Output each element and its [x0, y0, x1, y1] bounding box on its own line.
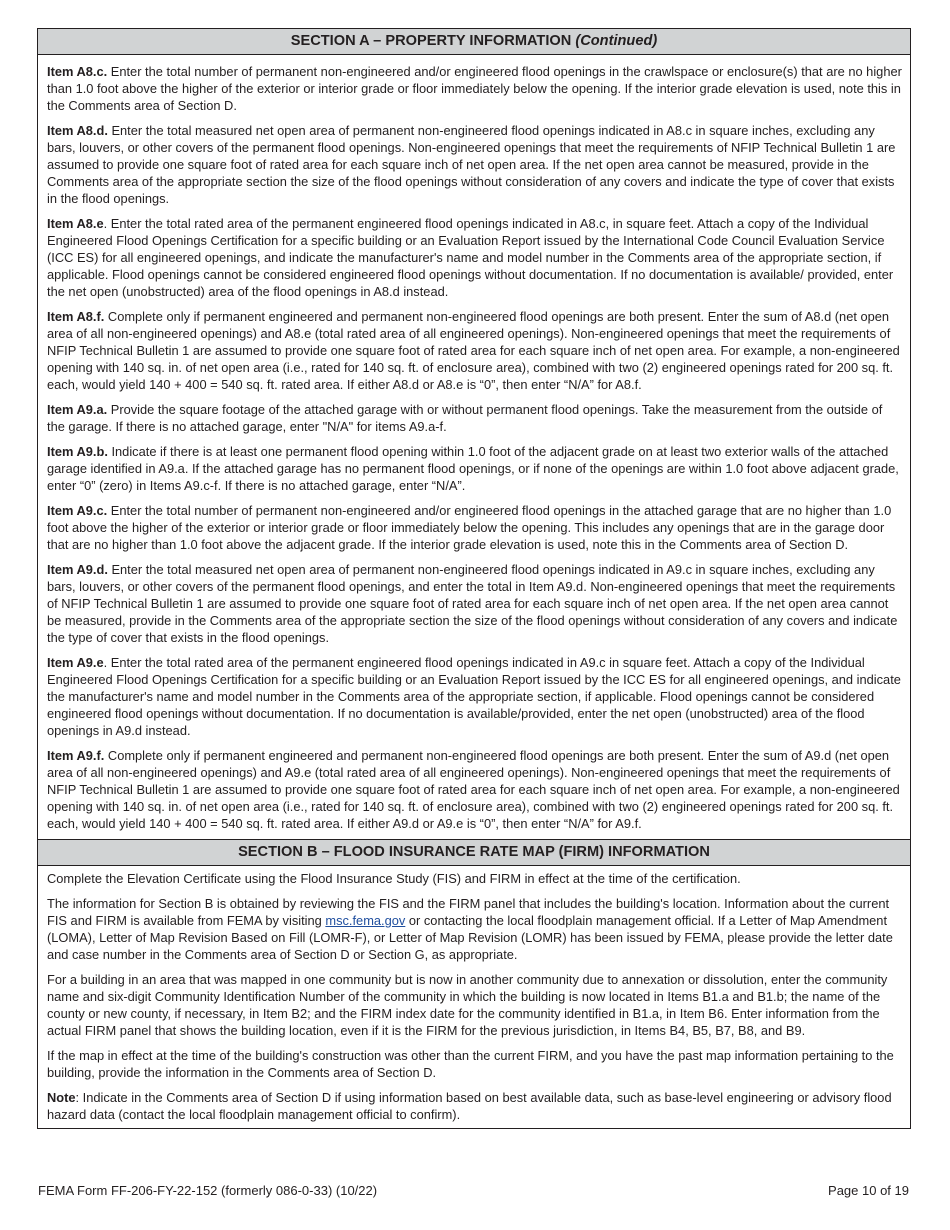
item-a8f — [47, 309, 902, 394]
item-label: Item A9.d. — [47, 562, 108, 578]
item-a9d — [47, 562, 902, 647]
form-frame — [37, 28, 911, 1129]
section-b-body — [38, 866, 910, 1128]
note-text: : Indicate in the Comments area of Section D if using information based on best available data, such as base-level engineering or advisory flood hazard data (contact the local floodplain management official to confirm). — [47, 1090, 892, 1123]
section-b-paragraph — [47, 896, 902, 964]
item-text: Enter the total number of permanent non-engineered and/or engineered flood openings in the crawlspace or enclosure(s) that are no higher than 1.0 foot above the higher of the exterior or interior grade or floor immediately below the opening. If the interior grade elevation is used, note this in the Comments area of Section D. — [47, 64, 902, 113]
item-a9c — [47, 503, 902, 554]
item-label: Item A8.d. — [47, 123, 108, 139]
item-text: Complete only if permanent engineered and permanent non-engineered flood openings are both present. Enter the sum of A8.d (net open area of all non-engineered openings) and A8.e (total rated area of all engineered openings). Non-engineered openings that meet the requirements of NFIP Technical Bulletin 1 are assumed to provide one square foot of rated area for each square inch of net open area. For example, a non-engineered opening with 140 sq. in. of net open area (i.e., rated for 140 sq. ft. of enclosure area), combined with two (2) engineered openings rated for 200 sq. ft. each, would yield 140 + 400 = 540 sq. ft. rated area. If either A8.d or A8.e is “0”, then enter “N/A” for A8.f. — [47, 308, 900, 392]
item-label: Item A8.f. — [47, 308, 105, 324]
item-a9a — [47, 402, 902, 436]
item-text: Enter the total measured net open area of permanent non-engineered flood openings indicated in A9.c in square inches, excluding any bars, louvers, or other covers of the permanent flood openings, and enter the total in Item A9.d. Non-engineered openings that meet the requirements of NFIP Technical Bulletin 1 are assumed to provide one square foot of rated area for each square inch of net open area. If the net open area cannot be measured, provide in the Comments area of the appropriate section the size of the flood openings without consideration of any covers and indicate the type of cover that exists in the flood openings. — [47, 562, 898, 645]
item-a8d — [47, 123, 902, 208]
section-a-header — [38, 29, 910, 55]
item-label: Item A8.c. — [47, 64, 108, 79]
item-a8c — [47, 64, 902, 115]
section-b-paragraph: Complete the Elevation Certificate using the Flood Insurance Study (FIS) and FIRM in effect at the time of the certification. — [47, 870, 741, 886]
section-b-paragraph: For a building in an area that was mapped in one community but is now in another community due to annexation or dissolution, enter the community name and six-digit Community Identification Number of the community in which the building is now located in Items B1.a and B1.b; the name of the county or new county, if necessary, in Item B2; and the FIRM index date for the community identified in B1.a, in Item B6. Enter information from the actual FIRM panel that shows the building location, even if it is the FIRM for the previous jurisdiction, in Items B4, B5, B7, B8, and B9. — [47, 971, 888, 1038]
item-text: Indicate if there is at least one permanent flood opening within 1.0 foot of the adjacent grade on at least two exterior walls of the attached garage identified in A9.a. If the attached garage has no permanent flood openings, or if none of the openings are within 1.0 foot above adjacent grade, enter “0” (zero) in Items A9.c-f. If there is no attached garage, enter “N/A”. — [47, 444, 899, 493]
section-b-note — [47, 1090, 902, 1124]
form-id: FEMA Form FF-206-FY-22-152 (formerly 086-0-33) (10/22) — [38, 1183, 378, 1198]
item-text: Provide the square footage of the attached garage with or without permanent flood openings. Take the measurement from the outside of the garage. If there is no attached garage, enter "N/A" for items A9.a-f. — [47, 401, 883, 434]
item-a9b — [47, 444, 902, 495]
item-text: Enter the total number of permanent non-engineered and/or engineered flood openings in the attached garage that are no higher than 1.0 foot above the higher of the exterior or interior grade or floor immediately below the opening. This includes any openings that are in the garage door that are no higher than 1.0 foot above the adjacent grade. If the interior grade elevation is used, note this in the Comments area of Section D. — [47, 503, 892, 552]
section-b-title: SECTION B – FLOOD INSURANCE RATE MAP (FIRM) INFORMATION — [238, 843, 710, 860]
section-b-header — [38, 839, 910, 866]
item-label: Item A9.f. — [47, 748, 105, 764]
item-label: Item A9.c. — [47, 503, 108, 519]
item-label: Item A9.a. — [47, 401, 108, 417]
item-text: Complete only if permanent engineered and permanent non-engineered flood openings are both present. Enter the sum of A9.d (net open area of all non-engineered openings) and A9.e (total rated area of all engineered openings). Non-engineered openings that meet the requirements of NFIP Technical Bulletin 1 are assumed to provide one square foot of rated area for each square inch of net open area. For example, a non-engineered opening with 140 sq. in. of net open area (i.e., rated for 140 sq. ft. of enclosure area), combined with two (2) engineered openings rated for 200 sq. ft. each, would yield 140 + 400 = 540 sq. ft. rated area. If either A9.d or A9.e is “0”, then enter “N/A” for A9.f. — [47, 748, 900, 831]
paragraph-text: or contacting the local floodplain management official. If a Letter of Map Amendment (LOMA), Letter of Map Revision Based on Fill (LOMR-F), or Letter of Map Revision (LOMR) has been issued by FEMA, please provide the letter date and case number in the Comments area of Section D or Section G, as appropriate. — [47, 912, 893, 962]
item-text: Enter the total measured net open area of permanent non-engineered flood openings indicated in A8.c in square inches, excluding any bars, louvers, or other covers of the permanent flood openings. Non-engineered openings that meet the requirements of NFIP Technical Bulletin 1 are assumed to provide one square foot of rated area for each square inch of net open area. If the net open area cannot be measured, provide in the Comments area of the appropriate section the size of the flood openings without consideration of any covers and indicate the type of cover that exists in the flood openings. — [47, 123, 896, 206]
item-label: Item A9.b. — [47, 444, 108, 460]
section-a-title: SECTION A – PROPERTY INFORMATION — [290, 33, 572, 49]
item-label: Item A8.e — [47, 216, 104, 232]
section-a-body — [38, 55, 910, 839]
page-number: Page 10 of 19 — [828, 1183, 909, 1198]
item-a9e — [47, 655, 902, 740]
section-b-paragraph: If the map in effect at the time of the building's construction was other than the current FIRM, and you have the past map information pertaining to the building, provide the information in the Comments area of Section D. — [47, 1048, 894, 1080]
item-a8e — [47, 216, 902, 301]
item-text: . Enter the total rated area of the permanent engineered flood openings indicated in A8.c, in square feet. Attach a copy of the Individual Engineered Flood Openings Certification for a specific building or an Evaluation Report issued by the International Code Council Evaluation Service (ICC ES) for all engineered openings, and indicate the manufacturer's name and model number in the Comments area of the appropriate section, if applicable. Flood openings cannot be considered engineered flood openings without documentation. If no documentation is available/ provided, enter the net open (unobstructed) area of the flood openings in A8.d instead. — [47, 216, 894, 299]
item-label: Item A9.e — [47, 655, 104, 671]
msc-fema-link[interactable]: msc.fema.gov — [325, 912, 406, 928]
section-a-title-suffix: (Continued) — [575, 33, 658, 49]
paragraph-text: The information for Section B is obtained by reviewing the FIS and the FIRM panel that includes the building's location. Information about the current FIS and FIRM is available from FEMA by visiting — [47, 895, 890, 928]
note-label: Note — [47, 1090, 76, 1106]
item-a9f — [47, 748, 902, 833]
item-text: . Enter the total rated area of the permanent engineered flood openings indicated in A9.c in square feet. Attach a copy of the Individual Engineered Flood Openings Certification for a specific building or an Evaluation Report issued by the ICC ES for all engineered openings, and indicate the manufacturer's name and model number in the Comments area of the appropriate section, if applicable. Flood openings cannot be considered engineered flood openings without documentation. If no documentation is available/provided, enter the net open (unobstructed) area of the flood openings in A9.d instead. — [47, 655, 901, 738]
